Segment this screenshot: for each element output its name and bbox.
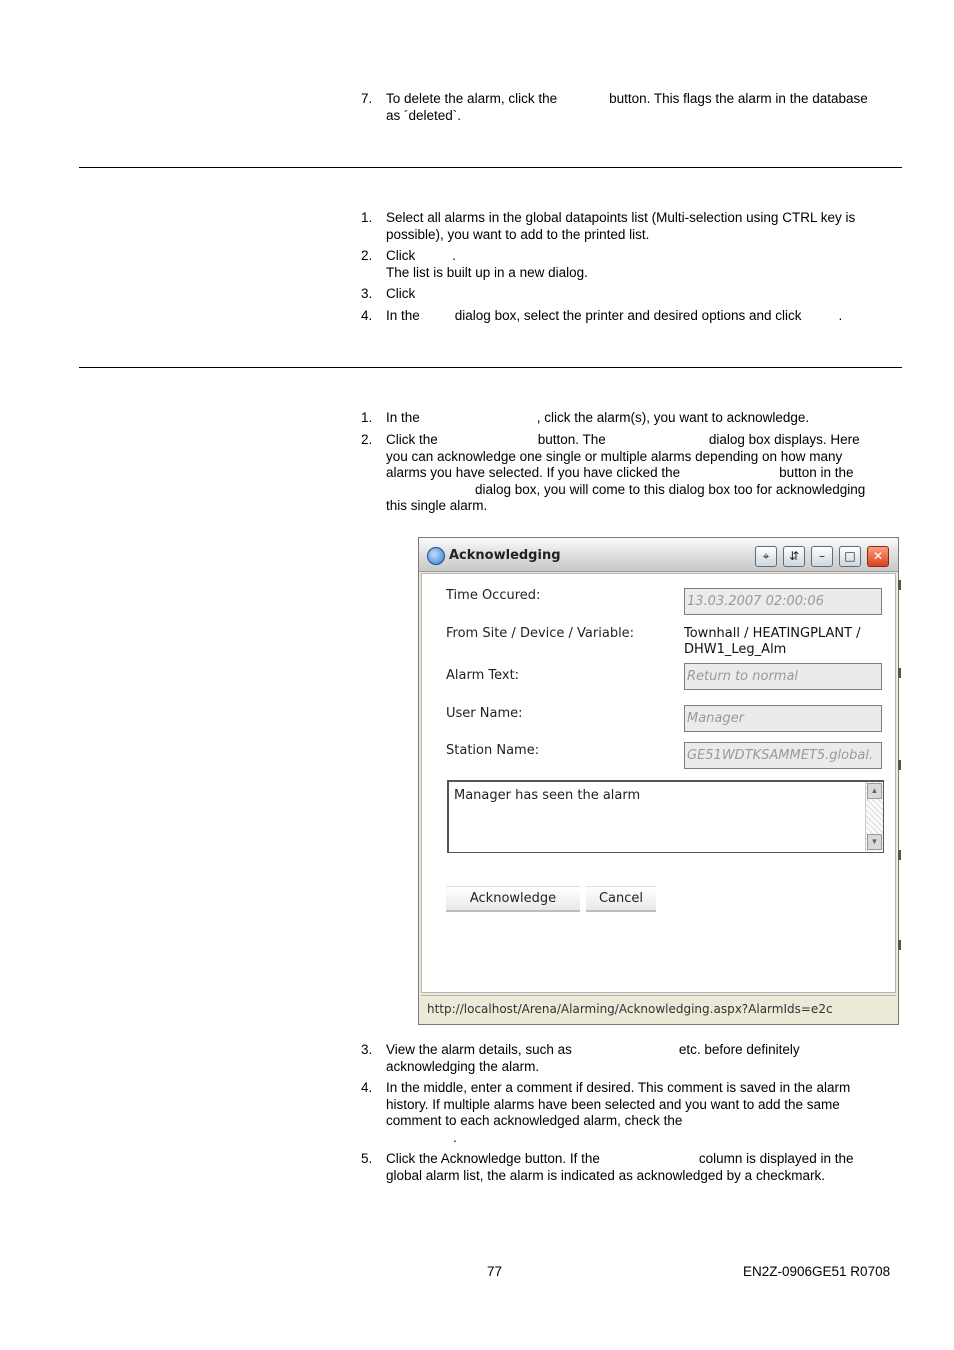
cropped-edge-mark [898, 760, 901, 770]
scroll-up-icon[interactable]: ▲ [867, 783, 882, 799]
step-text: dialog box displays. Here [708, 432, 860, 447]
step-text: The list is built up in a new dialog. [386, 264, 588, 280]
step-text: acknowledging the alarm. [386, 1058, 540, 1074]
cropped-edge-mark [898, 850, 901, 860]
step-number: 5. [361, 1151, 373, 1166]
section-divider [79, 367, 902, 368]
step-text: dialog box, you will come to this dialog box too for acknowledging [475, 481, 866, 497]
step-text: column is displayed in the [698, 1151, 854, 1166]
step-text: as ´deleted`. [386, 107, 462, 123]
step-text: View the alarm details, such as [386, 1042, 572, 1057]
step-text: alarms you have selected. If you have clicked the [386, 465, 681, 480]
step-number: 3. [361, 1042, 373, 1057]
step-text: history. If multiple alarms have been selected and you want to add the same [386, 1096, 840, 1112]
step-text: you can acknowledge one single or multiple alarms depending on how many [386, 448, 843, 464]
dialog-title: Acknowledging [449, 548, 561, 563]
user-name-label: User Name: [446, 706, 523, 721]
step-number: 1. [361, 410, 373, 425]
maximize-icon[interactable]: □ [839, 546, 861, 567]
step-number: 7. [361, 91, 373, 106]
step-text: Click [386, 248, 416, 263]
step-text: Select all alarms in the global datapoints list (Multi-selection using CTRL key is [386, 210, 856, 225]
cropped-edge-mark [898, 940, 901, 950]
page-number: 77 [487, 1264, 503, 1279]
scroll-down-icon[interactable]: ▼ [867, 834, 882, 850]
document-id: EN2Z-0906GE51 R0708 [743, 1264, 891, 1279]
from-site-label: From Site / Device / Variable: [446, 626, 635, 641]
station-name-field: GE51WDTKSAMMET5.global. [684, 742, 882, 769]
alarm-text-label: Alarm Text: [446, 668, 520, 683]
step-number: 2. [361, 248, 373, 263]
step-text: . [452, 248, 457, 263]
step-text: . [453, 1129, 457, 1145]
section-divider [79, 167, 902, 168]
comment-textarea[interactable] [447, 780, 884, 853]
cancel-button[interactable]: Cancel [586, 886, 656, 912]
step-number: 2. [361, 432, 373, 447]
dialog-body [421, 573, 896, 993]
minimize-icon[interactable]: – [811, 546, 833, 567]
step-text: button. This flags the alarm in the database [609, 91, 868, 106]
step-text: In the middle, enter a comment if desired. This comment is saved in the alarm [386, 1080, 851, 1095]
step-number: 1. [361, 210, 373, 225]
step-number: 3. [361, 286, 373, 301]
step-text: To delete the alarm, click the [386, 91, 558, 106]
comment-text: Manager has seen the alarm [454, 788, 641, 803]
browser-icon [427, 547, 445, 565]
cropped-edge-mark [898, 668, 901, 678]
time-occured-field: 13.03.2007 02:00:06 [684, 588, 882, 615]
step-text: Click [386, 286, 416, 301]
pin-icon[interactable]: ⌖ [755, 546, 777, 567]
time-occured-label: Time Occured: [446, 588, 541, 603]
step-text: possible), you want to add to the printed list. [386, 226, 650, 242]
status-bar-url: http://localhost/Arena/Alarming/Acknowledging.aspx?AlarmIds=e2c [421, 995, 896, 1021]
acknowledge-button[interactable]: Acknowledge [446, 886, 580, 912]
acknowledging-dialog [418, 537, 899, 1025]
step-text: this single alarm. [386, 498, 488, 513]
comment-scrollbar[interactable] [865, 782, 883, 851]
alarm-text-field: Return to normal [684, 663, 882, 690]
step-number: 4. [361, 1080, 373, 1095]
step-text: dialog box, select the printer and desired options and click [454, 308, 802, 323]
station-name-label: Station Name: [446, 743, 540, 758]
step-text: etc. before definitely [678, 1042, 800, 1057]
step-text: global alarm list, the alarm is indicated as acknowledged by a checkmark. [386, 1167, 825, 1183]
step-text: button. The [537, 432, 606, 447]
step-text: button in the [779, 465, 854, 480]
step-text: In the [386, 308, 420, 323]
from-site-line: Townhall / HEATINGPLANT / [684, 626, 861, 641]
step-text: . [838, 308, 843, 323]
step-text: Click the Acknowledge button. If the [386, 1151, 600, 1166]
close-icon[interactable]: ✕ [867, 546, 889, 567]
cropped-edge-mark [898, 580, 901, 590]
step-text: , click the alarm(s), you want to acknowledge. [536, 410, 810, 425]
user-name-field: Manager [684, 705, 882, 732]
from-site-value [684, 626, 861, 658]
step-text: In the [386, 410, 420, 425]
step-text: comment to each acknowledged alarm, check the [386, 1113, 683, 1128]
refresh-icon[interactable]: ⇵ [783, 546, 805, 567]
dialog-title-bar [419, 538, 898, 572]
from-site-line: DHW1_Leg_Alm [684, 642, 787, 657]
step-number: 4. [361, 308, 373, 323]
step-text: Click the [386, 432, 438, 447]
